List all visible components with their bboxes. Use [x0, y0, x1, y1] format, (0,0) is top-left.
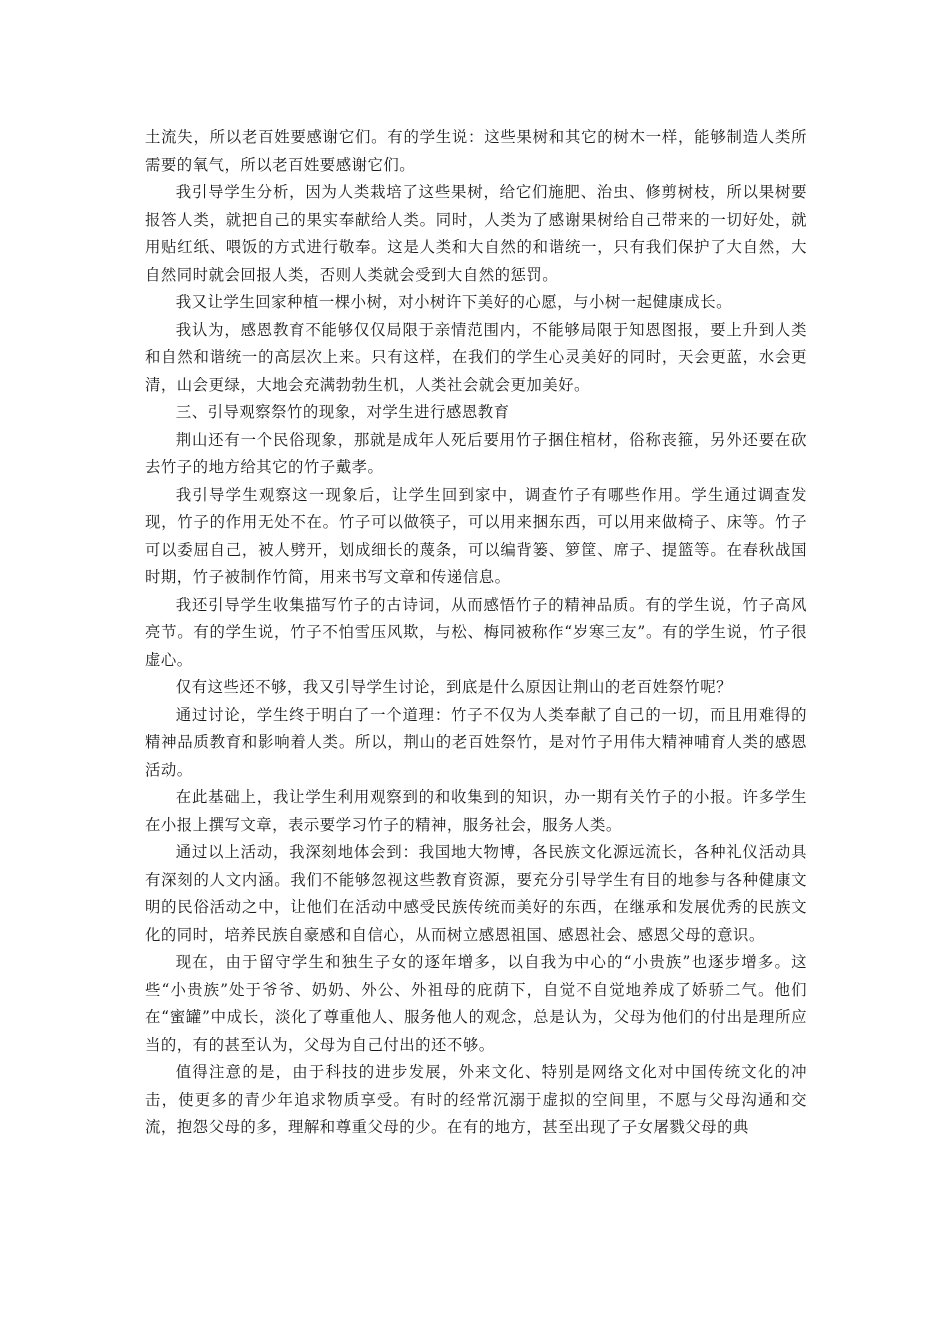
- section-heading: 三、引导观察祭竹的现象，对学生进行感恩教育: [175, 403, 510, 421]
- paragraph: 我认为，感恩教育不能够仅仅局限于亲情范围内，不能够局限于知恩图报，要上升到人类和自然和谐统一的高层次上来。只有这样，在我们的学生心灵美好的同时，天会更蓝，水会更清，山会更绿，大地会充满勃勃生机，人类社会就会更加美好。: [145, 320, 807, 394]
- paragraph: 仅有这些还不够，我又引导学生讨论，到底是什么原因让荆山的老百姓祭竹呢？: [175, 678, 732, 696]
- paragraph: 现在，由于留守学生和独生子女的逐年增多，以自我为中心的“小贵族”也逐步增多。这些“小贵族”处于爷爷、奶奶、外公、外祖母的庇荫下，自觉不自觉地养成了娇骄二气。他们在“蜜罐”中成长，淡化了尊重他人、服务他人的观念，总是认为，父母为他们的付出是理所应当的，有的甚至认为，父母为自己付出的还不够。: [145, 953, 807, 1054]
- paragraph: 我引导学生分析，因为人类栽培了这些果树，给它们施肥、治虫、修剪树枝，所以果树要报答人类，就把自己的果实奉献给人类。同时，人类为了感谢果树给自己带来的一切好处，就用贴红纸、喂饭的方式进行敬奉。这是人类和大自然的和谐统一，只有我们保护了大自然，大自然同时就会回报人类，否则人类就会受到大自然的惩罚。: [145, 183, 807, 284]
- paragraph: 在此基础上，我让学生利用观察到的和收集到的知识，办一期有关竹子的小报。许多学生在小报上撰写文章，表示要学习竹子的精神，服务社会，服务人类。: [145, 788, 807, 834]
- paragraph-continued: 土流失，所以老百姓要感谢它们。有的学生说：这些果树和其它的树木一样，能够制造人类所需要的氧气，所以老百姓要感谢它们。: [145, 128, 807, 174]
- paragraph: 荆山还有一个民俗现象，那就是成年人死后要用竹子捆住棺材，俗称丧箍，另外还要在砍去竹子的地方给其它的竹子戴孝。: [145, 430, 807, 476]
- paragraph: 通过以上活动，我深刻地体会到：我国地大物博，各民族文化源远流长，各种礼仪活动具有深刻的人文内涵。我们不能够忽视这些教育资源，要充分引导学生有目的地参与各种健康文明的民俗活动之中，让他们在活动中感受民族传统而美好的东西，在继承和发展优秀的民族文化的同时，培养民族自豪感和自信心，从而树立感恩祖国、感恩社会、感恩父母的意识。: [145, 843, 807, 944]
- paragraph: 我还引导学生收集描写竹子的古诗词，从而感悟竹子的精神品质。有的学生说，竹子高风亮节。有的学生说，竹子不怕雪压风欺，与松、梅同被称作“岁寒三友”。有的学生说，竹子很虚心。: [145, 595, 807, 669]
- paragraph: 我又让学生回家种植一棵小树，对小树许下美好的心愿，与小树一起健康成长。: [175, 293, 732, 311]
- document-body: [145, 124, 807, 1142]
- paragraph: 值得注意的是，由于科技的进步发展，外来文化、特别是网络文化对中国传统文化的冲击，使更多的青少年追求物质享受。有时的经常沉溺于虚拟的空间里，不愿与父母沟通和交流，抱怨父母的多，理解和尊重父母的少。在有的地方，甚至出现了子女屠戮父母的典: [145, 1063, 807, 1136]
- paragraph: 通过讨论，学生终于明白了一个道理：竹子不仅为人类奉献了自己的一切，而且用难得的精神品质教育和影响着人类。所以，荆山的老百姓祭竹，是对竹子用伟大精神哺育人类的感恩活动。: [145, 705, 807, 779]
- paragraph: 我引导学生观察这一现象后，让学生回到家中，调查竹子有哪些作用。学生通过调查发现，竹子的作用无处不在。竹子可以做筷子，可以用来捆东西，可以用来做椅子、床等。竹子可以委屈自己，被人劈开，划成细长的蔑条，可以编背篓、箩筐、席子、提篮等。在春秋战国时期，竹子被制作竹简，用来书写文章和传递信息。: [145, 485, 807, 586]
